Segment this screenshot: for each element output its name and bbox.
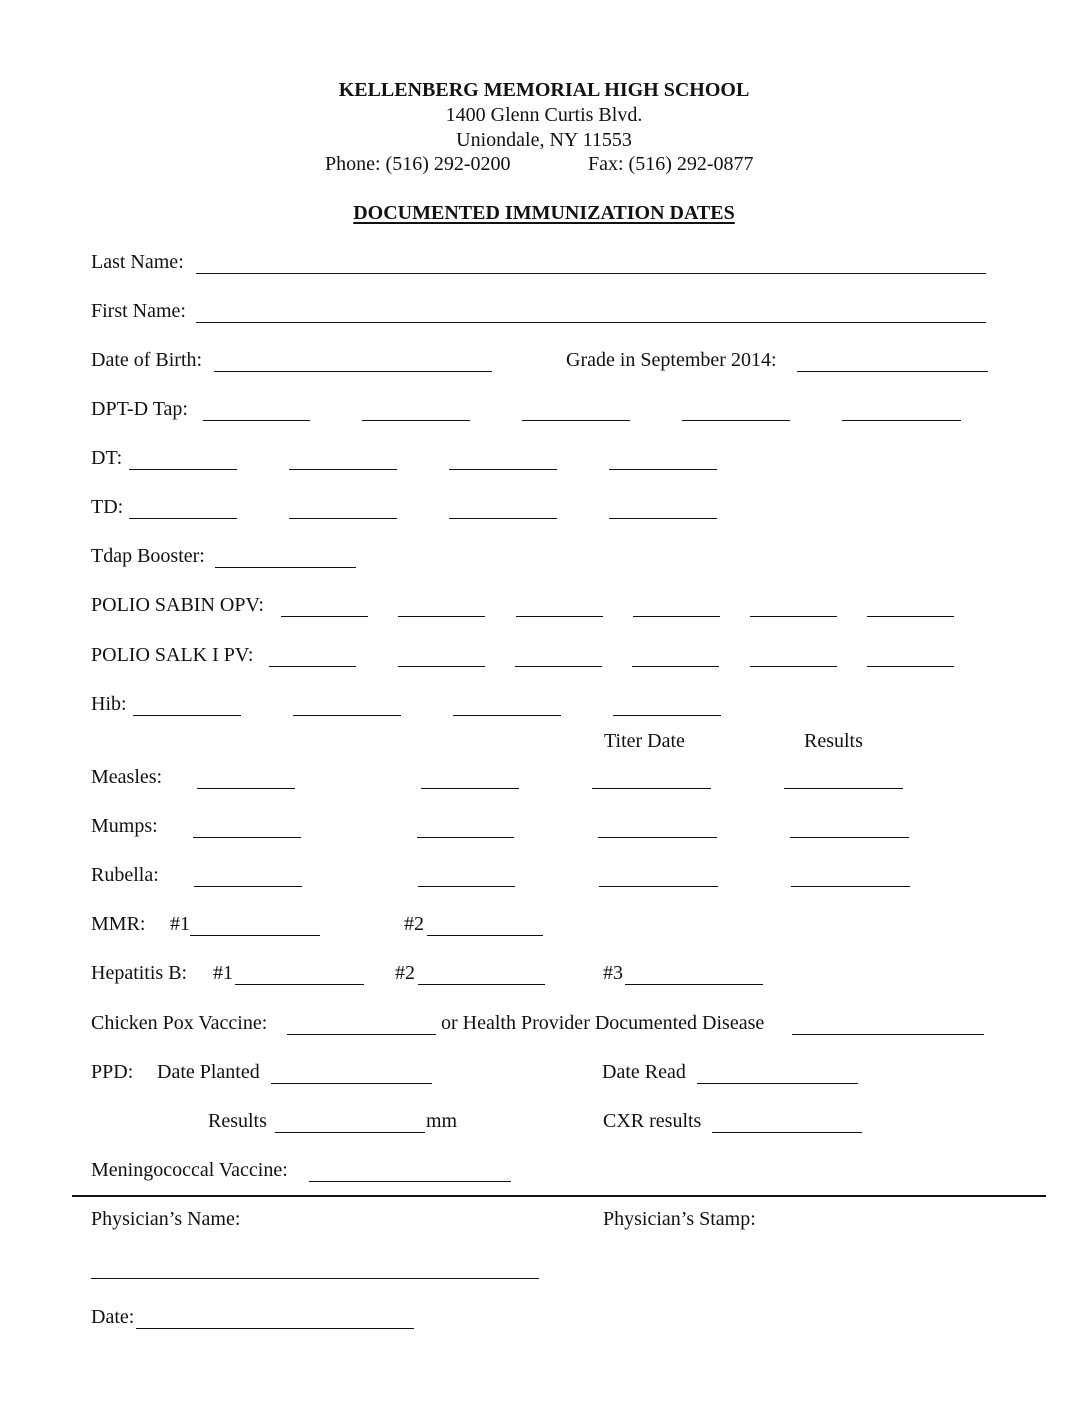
polio-salk-label: POLIO SALK I PV: bbox=[91, 644, 254, 666]
meningococcal-label: Meningococcal Vaccine: bbox=[91, 1159, 288, 1181]
mumps-results-field[interactable] bbox=[790, 837, 909, 838]
school-name: KELLENBERG MEMORIAL HIGH SCHOOL bbox=[338, 79, 750, 101]
tdap-label: Tdap Booster: bbox=[91, 545, 205, 567]
dt-field-1[interactable] bbox=[129, 469, 237, 470]
phone-number: Phone: (516) 292-0200 bbox=[325, 153, 511, 175]
results-header: Results bbox=[804, 730, 863, 752]
polio-salk-field-3[interactable] bbox=[515, 666, 602, 667]
first-name-label: First Name: bbox=[91, 300, 186, 322]
hepb-label: Hepatitis B: bbox=[91, 962, 188, 984]
ppd-results-field[interactable] bbox=[275, 1132, 425, 1133]
polio-sabin-label: POLIO SABIN OPV: bbox=[91, 594, 264, 616]
td-field-1[interactable] bbox=[129, 518, 237, 519]
mm-unit-label: mm bbox=[426, 1110, 458, 1132]
hib-field-1[interactable] bbox=[133, 715, 241, 716]
polio-salk-field-1[interactable] bbox=[269, 666, 356, 667]
rubella-titer-date-field[interactable] bbox=[599, 886, 718, 887]
address-line-2: Uniondale, NY 11553 bbox=[456, 129, 632, 151]
mumps-field-2[interactable] bbox=[417, 837, 514, 838]
dt-label: DT: bbox=[91, 447, 123, 469]
titer-date-header: Titer Date bbox=[604, 730, 685, 752]
last-name-label: Last Name: bbox=[91, 251, 184, 273]
first-name-field[interactable] bbox=[196, 322, 986, 323]
ppd-label: PPD: bbox=[91, 1061, 134, 1083]
rubella-results-field[interactable] bbox=[791, 886, 910, 887]
mmr-label: MMR: bbox=[91, 913, 146, 935]
hib-field-2[interactable] bbox=[293, 715, 401, 716]
rubella-field-2[interactable] bbox=[418, 886, 515, 887]
hepb-num3-label: #3 bbox=[603, 962, 623, 984]
td-label: TD: bbox=[91, 496, 124, 518]
hepb-num1-label: #1 bbox=[213, 962, 233, 984]
grade-field[interactable] bbox=[797, 371, 988, 372]
hepb-field-3[interactable] bbox=[625, 984, 763, 985]
dt-field-2[interactable] bbox=[289, 469, 397, 470]
dpt-label: DPT-D Tap: bbox=[91, 398, 188, 420]
section-divider bbox=[72, 1195, 1046, 1197]
physician-name-field[interactable] bbox=[91, 1278, 539, 1279]
date-field[interactable] bbox=[136, 1328, 414, 1329]
grade-label: Grade in September 2014: bbox=[566, 349, 777, 371]
polio-salk-field-5[interactable] bbox=[750, 666, 837, 667]
ppd-results-label: Results bbox=[208, 1110, 267, 1132]
polio-sabin-field-2[interactable] bbox=[398, 616, 485, 617]
dob-field[interactable] bbox=[214, 371, 492, 372]
mmr-field-2[interactable] bbox=[427, 935, 543, 936]
dpt-field-3[interactable] bbox=[522, 420, 630, 421]
tdap-field[interactable] bbox=[215, 567, 356, 568]
dob-label: Date of Birth: bbox=[91, 349, 203, 371]
cxr-results-label: CXR results bbox=[603, 1110, 702, 1132]
fax-number: Fax: (516) 292-0877 bbox=[588, 153, 754, 175]
polio-sabin-field-1[interactable] bbox=[281, 616, 368, 617]
chicken-pox-label: Chicken Pox Vaccine: bbox=[91, 1012, 268, 1034]
polio-sabin-field-6[interactable] bbox=[867, 616, 954, 617]
mumps-label: Mumps: bbox=[91, 815, 158, 837]
physician-name-label: Physician’s Name: bbox=[91, 1208, 241, 1230]
polio-sabin-field-3[interactable] bbox=[516, 616, 603, 617]
measles-label: Measles: bbox=[91, 766, 163, 788]
documented-disease-field[interactable] bbox=[792, 1034, 984, 1035]
measles-field-1[interactable] bbox=[197, 788, 295, 789]
form-title: DOCUMENTED IMMUNIZATION DATES bbox=[353, 202, 735, 224]
dpt-field-2[interactable] bbox=[362, 420, 470, 421]
hib-field-4[interactable] bbox=[613, 715, 721, 716]
dt-field-3[interactable] bbox=[449, 469, 557, 470]
mmr-field-1[interactable] bbox=[190, 935, 320, 936]
dpt-field-1[interactable] bbox=[203, 420, 310, 421]
meningococcal-field[interactable] bbox=[309, 1181, 511, 1182]
chicken-pox-field[interactable] bbox=[287, 1034, 436, 1035]
mmr-num2-label: #2 bbox=[404, 913, 424, 935]
polio-sabin-field-5[interactable] bbox=[750, 616, 837, 617]
date-read-field[interactable] bbox=[697, 1083, 858, 1084]
hib-field-3[interactable] bbox=[453, 715, 561, 716]
date-label: Date: bbox=[91, 1306, 135, 1328]
td-field-2[interactable] bbox=[289, 518, 397, 519]
last-name-field[interactable] bbox=[196, 273, 986, 274]
measles-field-2[interactable] bbox=[421, 788, 519, 789]
rubella-label: Rubella: bbox=[91, 864, 159, 886]
cxr-results-field[interactable] bbox=[712, 1132, 862, 1133]
mmr-num1-label: #1 bbox=[170, 913, 190, 935]
rubella-field-1[interactable] bbox=[194, 886, 302, 887]
mumps-field-1[interactable] bbox=[193, 837, 301, 838]
td-field-4[interactable] bbox=[609, 518, 717, 519]
date-planted-label: Date Planted bbox=[157, 1061, 260, 1083]
dt-field-4[interactable] bbox=[609, 469, 717, 470]
date-read-label: Date Read bbox=[602, 1061, 686, 1083]
physician-stamp-label: Physician’s Stamp: bbox=[603, 1208, 756, 1230]
polio-salk-field-6[interactable] bbox=[867, 666, 954, 667]
hepb-field-2[interactable] bbox=[418, 984, 545, 985]
polio-salk-field-2[interactable] bbox=[398, 666, 485, 667]
hepb-num2-label: #2 bbox=[395, 962, 415, 984]
polio-salk-field-4[interactable] bbox=[632, 666, 719, 667]
td-field-3[interactable] bbox=[449, 518, 557, 519]
hepb-field-1[interactable] bbox=[235, 984, 364, 985]
date-planted-field[interactable] bbox=[271, 1083, 432, 1084]
polio-sabin-field-4[interactable] bbox=[633, 616, 720, 617]
address-line-1: 1400 Glenn Curtis Blvd. bbox=[445, 104, 643, 126]
documented-disease-label: or Health Provider Documented Disease bbox=[441, 1012, 765, 1034]
dpt-field-4[interactable] bbox=[682, 420, 790, 421]
measles-titer-date-field[interactable] bbox=[592, 788, 711, 789]
measles-results-field[interactable] bbox=[784, 788, 903, 789]
dpt-field-5[interactable] bbox=[842, 420, 961, 421]
mumps-titer-date-field[interactable] bbox=[598, 837, 717, 838]
hib-label: Hib: bbox=[91, 693, 127, 715]
